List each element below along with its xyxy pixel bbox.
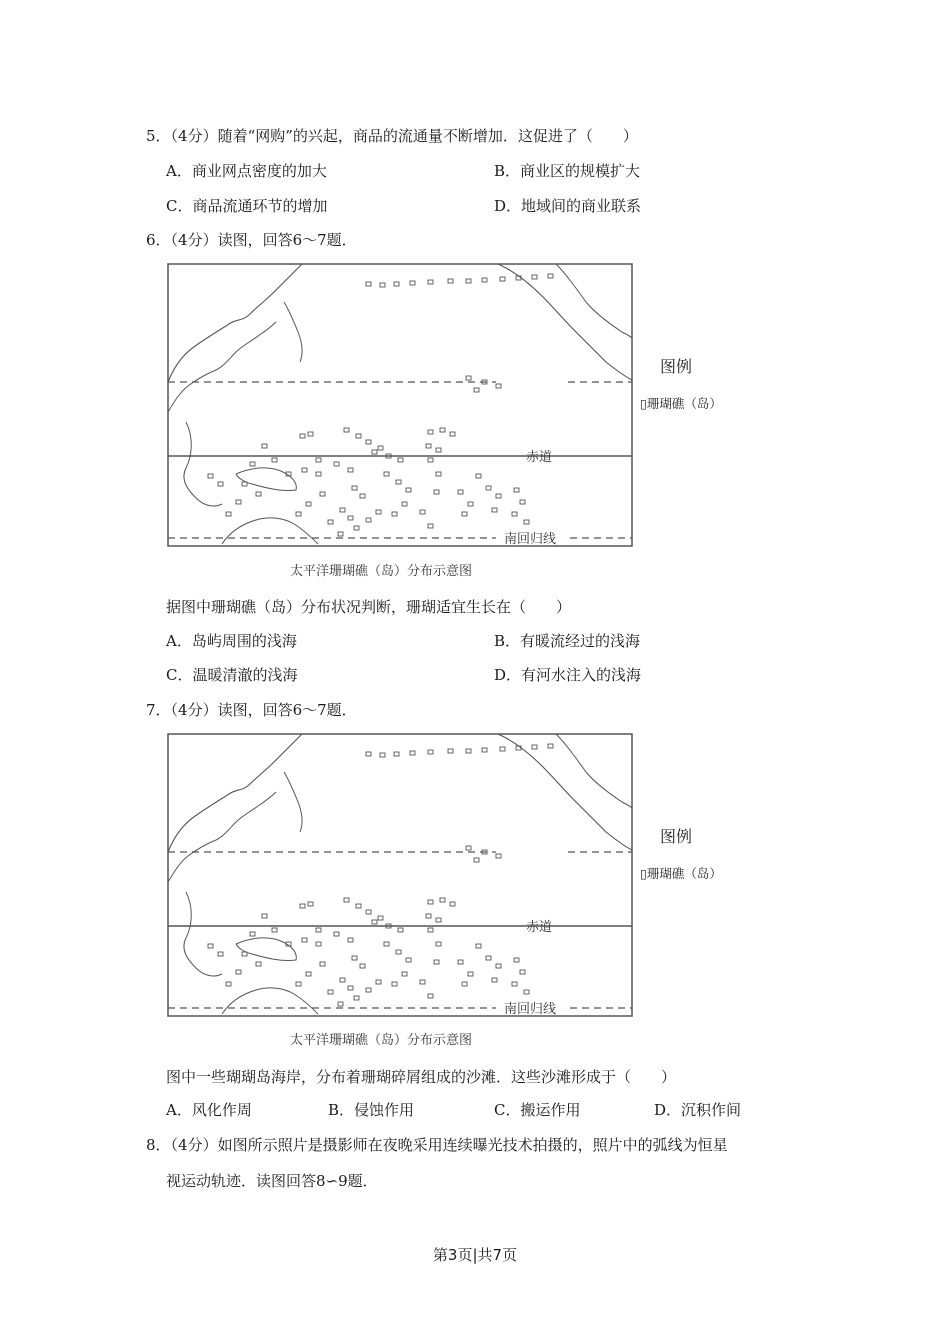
q5-option-d[interactable]: D．地域间的商业联系 bbox=[494, 197, 642, 215]
map1-caption: 太平洋珊瑚礁（岛）分布示意图 bbox=[290, 564, 473, 579]
q6-question: 据图中珊瑚礁（岛）分布状况判断，珊瑚适宜生长在（ ） bbox=[166, 598, 572, 616]
map2-caption: 太平洋珊瑚礁（岛）分布示意图 bbox=[290, 1033, 473, 1048]
q6-option-b[interactable]: B．有暖流经过的浅海 bbox=[494, 632, 641, 650]
q6-option-d[interactable]: D．有河水注入的浅海 bbox=[494, 666, 642, 684]
map1-legend-title: 图例 bbox=[660, 357, 693, 376]
svg-text:赤道: 赤道 bbox=[526, 450, 553, 465]
coral-map-1 bbox=[166, 262, 766, 582]
q7-option-a[interactable]: A．风化作周 bbox=[166, 1101, 252, 1119]
q7-question: 图中一些瑚瑚岛海岸，分布着珊瑚碎屑组成的沙滩．这些沙滩形成于（ ） bbox=[166, 1068, 677, 1086]
svg-text:赤道: 赤道 bbox=[526, 920, 553, 935]
q8-stem-line1: 8．（4分）如图所示照片是摄影师在夜晚采用连续曝光技术拍摄的，照片中的弧线为恒星 bbox=[146, 1136, 728, 1154]
page-footer: 第3页|共7页 bbox=[432, 1246, 518, 1264]
q5-stem: 5．（4分）随着“网购”的兴起，商品的流通量不断增加．这促进了（ ） bbox=[146, 127, 638, 145]
q6-stem: 6．（4分）读图，回答6～7题． bbox=[146, 231, 357, 249]
q7-option-d[interactable]: D．沉积作间 bbox=[654, 1101, 742, 1119]
q5-option-b[interactable]: B．商业区的规模扩大 bbox=[494, 162, 641, 180]
q7-option-c[interactable]: C．搬运作用 bbox=[494, 1101, 581, 1119]
q6-option-a[interactable]: A．岛屿周围的浅海 bbox=[166, 632, 297, 650]
map2-legend-item: ▯珊瑚礁（岛） bbox=[640, 866, 722, 881]
coral-map-2 bbox=[166, 732, 766, 1052]
svg-text:南回归线: 南回归线 bbox=[504, 1002, 557, 1017]
q5-option-c[interactable]: C．商品流通环节的增加 bbox=[166, 197, 328, 215]
q8-stem-line2: 视运动轨迹．读图回答8∽9题． bbox=[166, 1172, 378, 1190]
q7-option-b[interactable]: B．侵蚀作用 bbox=[328, 1101, 415, 1119]
q7-stem: 7．（4分）读图，回答6～7题． bbox=[146, 701, 357, 719]
q5-option-a[interactable]: A．商业网点密度的加大 bbox=[166, 162, 327, 180]
coral-reef-icon: ▯ bbox=[640, 866, 647, 881]
map1-legend-item: ▯珊瑚礁（岛） bbox=[640, 396, 722, 411]
svg-text:南回归线: 南回归线 bbox=[504, 532, 557, 547]
coral-reef-icon: ▯ bbox=[640, 396, 647, 411]
map2-legend-title: 图例 bbox=[660, 827, 693, 846]
q6-option-c[interactable]: C．温暖清澈的浅海 bbox=[166, 666, 298, 684]
